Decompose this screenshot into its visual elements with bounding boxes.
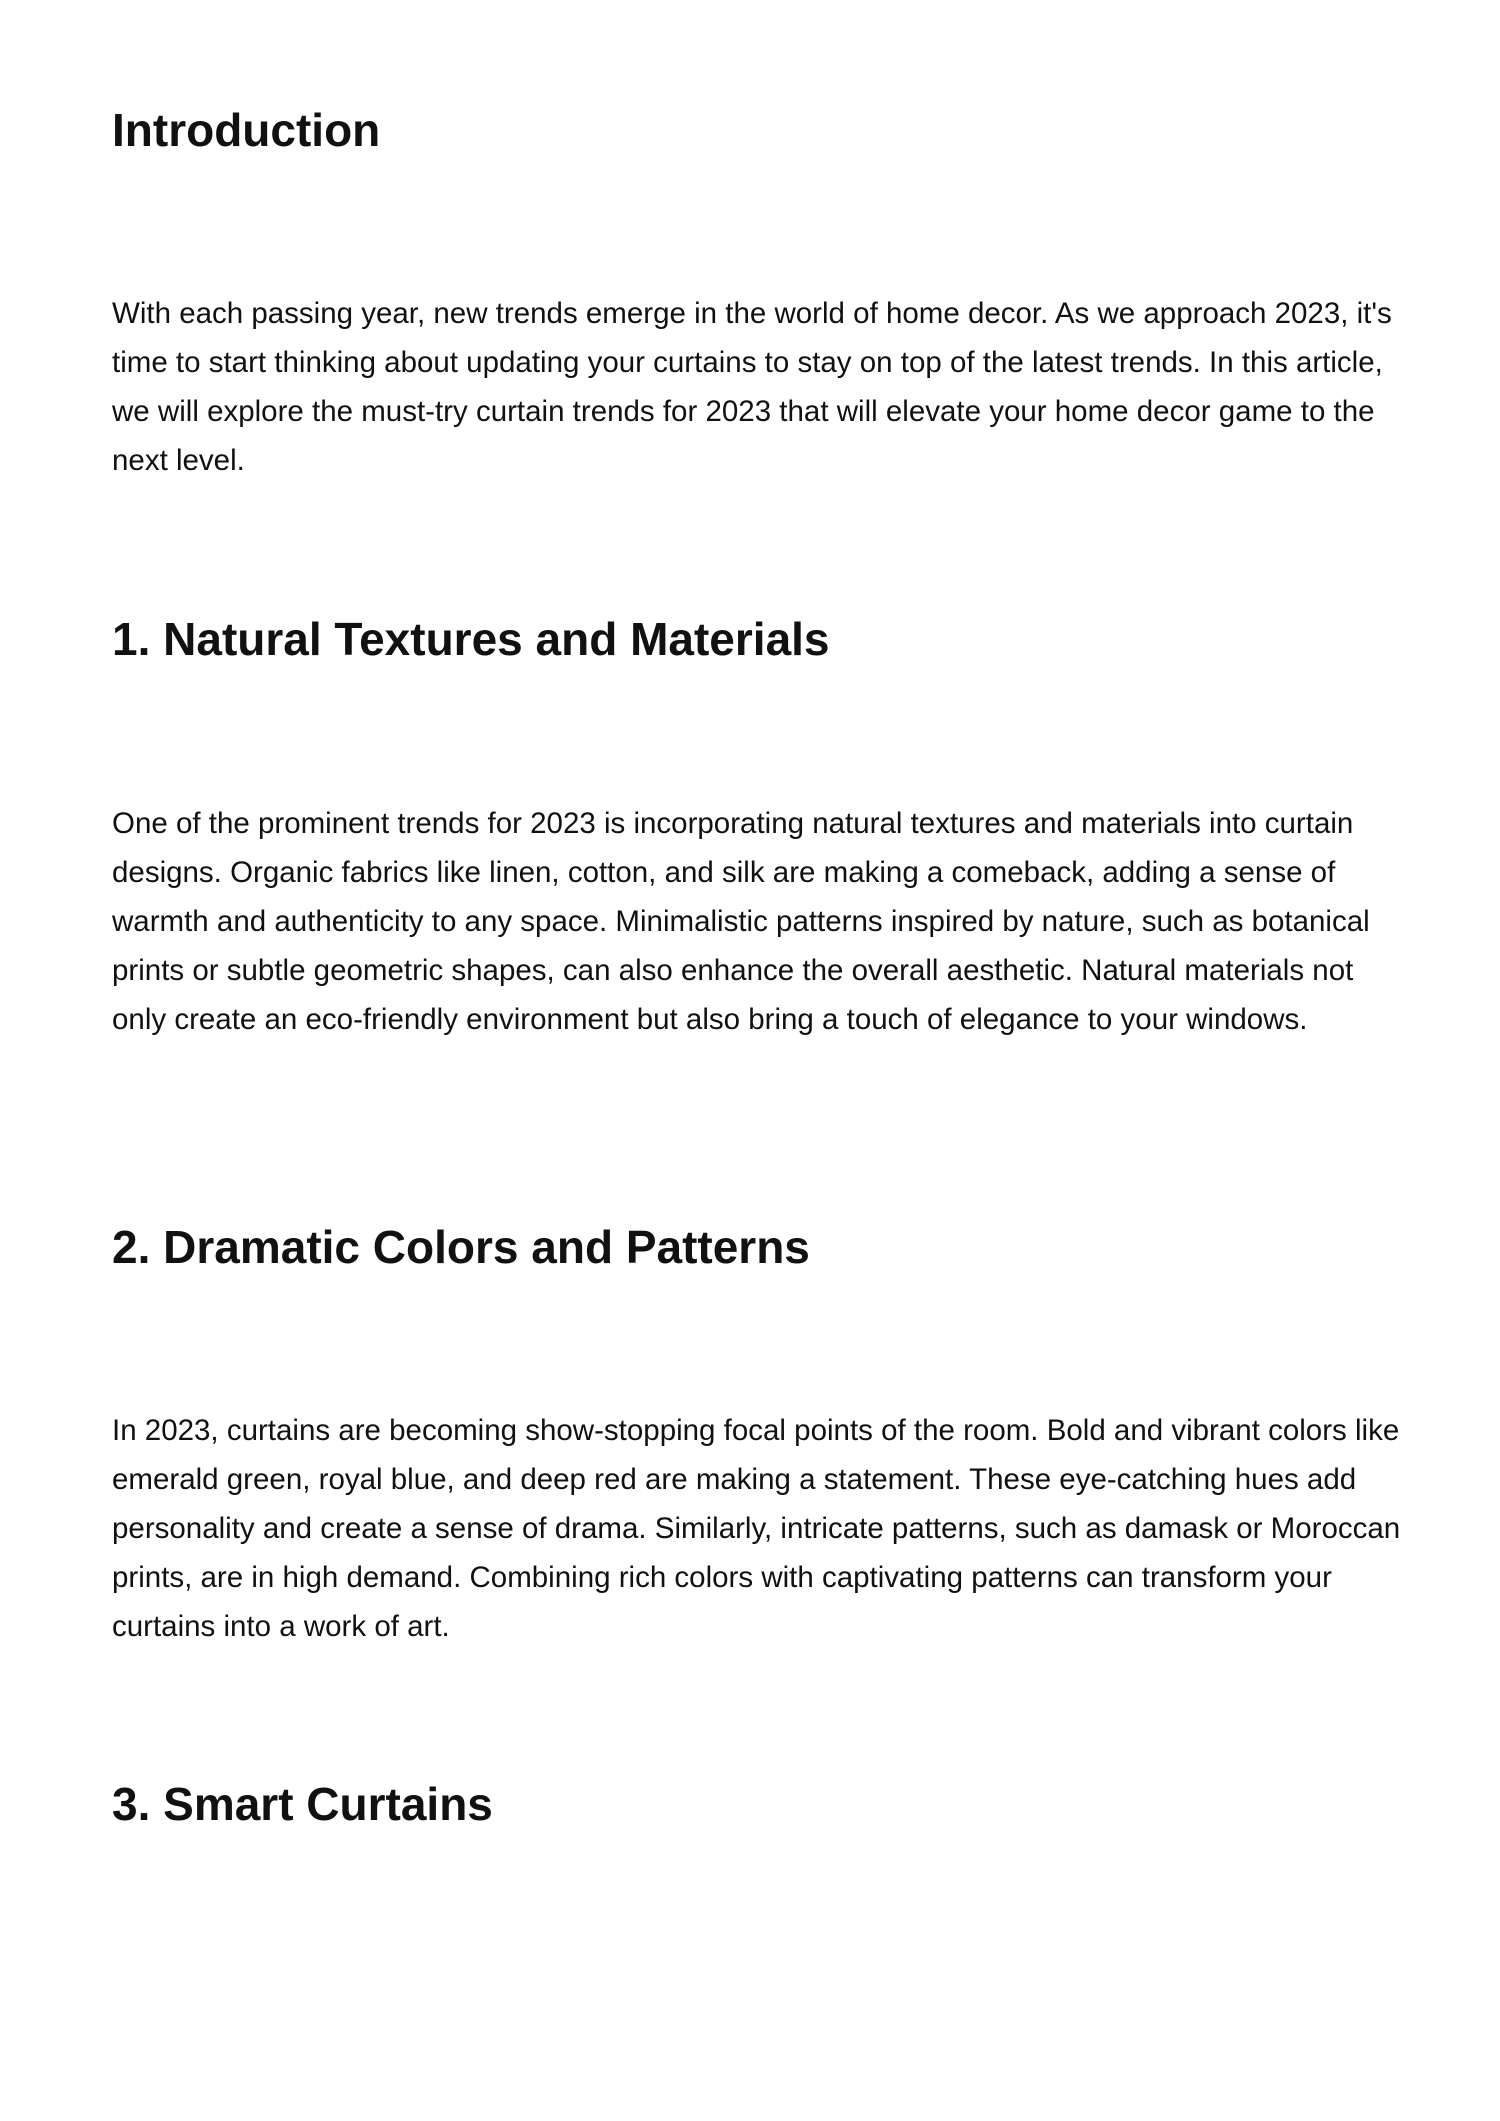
heading-introduction: Introduction bbox=[112, 104, 381, 156]
paragraph-natural-textures: One of the prominent trends for 2023 is incorporating natural textures and materials into curtain designs. Organic fabrics like linen, cotton, and silk are making a comeback, adding a sense of warmth and authenticity to any space. Minimalistic patterns inspired by nature, such as botanical prints or subtle geometric shapes, can also enhance the overall aesthetic. Natural materials not only create an eco-friendly environment but also bring a touch of elegance to your windows. bbox=[112, 807, 1370, 1036]
paragraph-introduction: With each passing year, new trends emerge in the world of home decor. As we approach 2023, it's time to start thinking about updating your curtains to stay on top of the latest trends. In this article, we will explore the must-try curtain trends for 2023 that will elevate your home decor game to the next level. bbox=[112, 297, 1392, 477]
heading-dramatic-colors: 2. Dramatic Colors and Patterns bbox=[112, 1221, 810, 1273]
paragraph-dramatic-colors: In 2023, curtains are becoming show-stopping focal points of the room. Bold and vibrant colors like emerald green, royal blue, and deep red are making a statement. These eye-catching hues add personality and create a sense of drama. Similarly, intricate patterns, such as damask or Moroccan prints, are in high demand. Combining rich colors with captivating patterns can transform your curtains into a work of art. bbox=[112, 1414, 1401, 1643]
heading-natural-textures: 1. Natural Textures and Materials bbox=[112, 613, 830, 665]
heading-smart-curtains: 3. Smart Curtains bbox=[112, 1778, 493, 1830]
